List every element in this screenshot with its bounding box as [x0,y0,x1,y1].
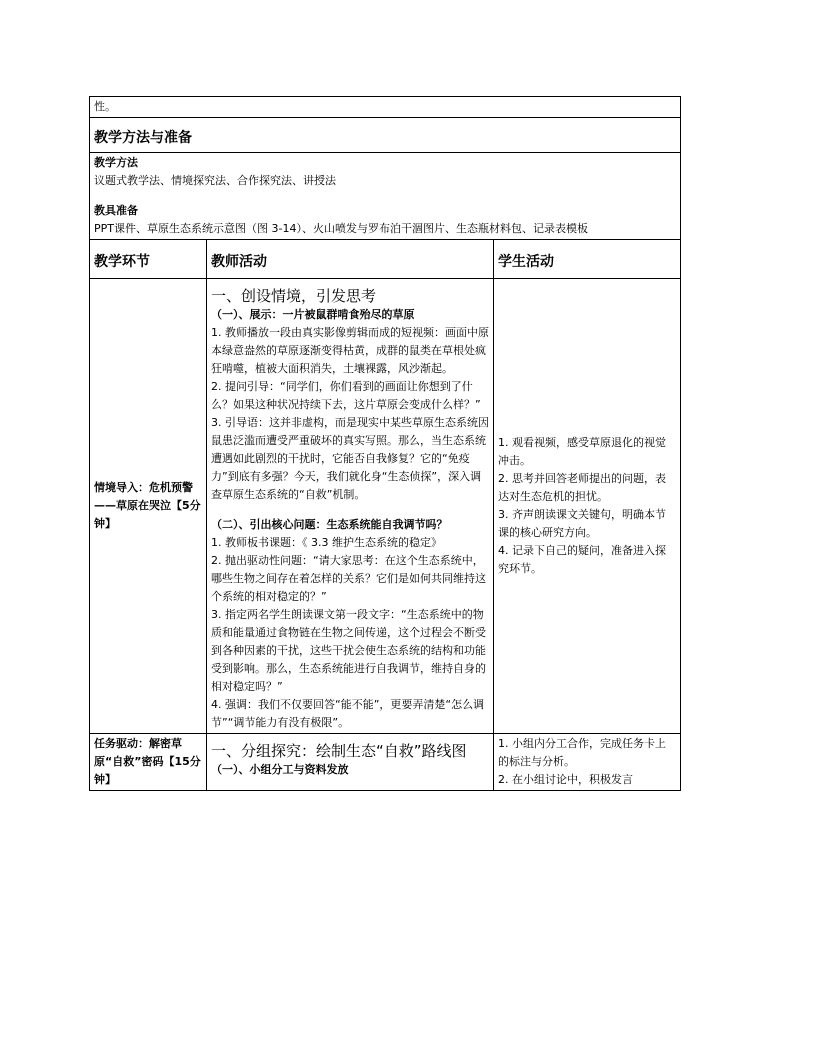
row1-student-item: 1. 观看视频，感受草原退化的视觉冲击。 [498,436,666,467]
row1-part2-item: 2. 抛出驱动性问题：“请大家思考：在这个生态系统中，哪些生物之间存在着怎样的关系？它们是如何共同维持这个系统的相对稳定的？” [211,554,486,603]
tools-text: PPT课件、草原生态系统示意图（图 3-14）、火山喷发与罗布泊干涸图片、生态瓶材料包、记录表模板 [94,222,588,235]
stage-cell-2: 任务驱动：解密草原“自救”密码【15分钟】 [90,734,207,791]
header-teacher: 教师活动 [207,240,494,279]
row1-part2-item: 3. 指定两名学生朗读课文第一段文字：“生态系统中的物质和能量通过食物链在生物之间传递，这个过程会不断受到各种因素的干扰，这些干扰会使生态系统的结构和功能受到影响。那么，生态系统能进行自我调节，维持自身的相对稳定吗？” [211,608,486,693]
top-fragment: 性。 [90,97,681,118]
row1-part1-heading: （一）、展示：一片被鼠群啃食殆尽的草原 [211,308,415,321]
row1-part2-item: 1. 教师板书课题：《 3.3 维护生态系统的稳定》 [211,536,442,549]
table-row [90,734,681,791]
row1-part1-item: 3. 引导语：这并非虚构，而是现实中某些草原生态系统因鼠患泛滥而遭受严重破坏的真实写照。那么，当生态系统遭遇如此剧烈的干扰时，它能否自我修复？它的“免疫力”到底有多强？今天，我们就化身“生态侦探”，深入调查草原生态系统的“自救”机制。 [211,416,489,501]
methods-label: 教学方法 [94,156,138,169]
row1-student-item: 2. 思考并回答老师提出的问题，表达对生态危机的担忧。 [498,472,666,503]
teacher-cell-1 [207,279,494,734]
student-cell-2 [494,734,681,791]
method-content-row [90,153,681,240]
row1-part1-item: 1. 教师播放一段由真实影像剪辑而成的短视频：画面中原本绿意盎然的草原逐渐变得枯黄，成群的鼠类在草根处疯狂啃噬，植被大面积消失，土壤裸露，风沙渐起。 [211,326,489,375]
method-heading-row [90,118,681,153]
table-header-row [90,240,681,279]
row2-teacher-title: 一、分组探究：绘制生态“自救”路线图 [211,742,467,760]
student-cell-1 [494,279,681,734]
table-row [90,279,681,734]
method-heading: 教学方法与准备 [90,118,681,153]
top-fragment-row [90,97,681,118]
row1-part2-heading: （二）、引出核心问题：生态系统能自我调节吗？ [211,518,448,531]
row1-teacher-title: 一、创设情境，引发思考 [211,287,377,305]
header-student: 学生活动 [494,240,681,279]
stage-cell-1: 情境导入：危机预警——草原在哭泣【5分钟】 [90,279,207,734]
method-content [90,153,681,240]
tools-label: 教具准备 [94,204,138,217]
methods-text: 议题式教学法、情境探究法、合作探究法、讲授法 [94,174,336,187]
row1-part2-item: 4. 强调：我们不仅要回答“能不能”，更要弄清楚“怎么调节”“调节能力有没有极限”。 [211,698,485,729]
row1-student-item: 3. 齐声朗读课文关键句，明确本节课的核心研究方向。 [498,508,666,539]
lesson-plan-table [89,96,681,791]
row1-student-item: 4. 记录下自己的疑问，准备进入探究环节。 [498,544,666,575]
row2-part1-heading: （一）、小组分工与资料发放 [211,763,349,776]
header-stage: 教学环节 [90,240,207,279]
teacher-cell-2 [207,734,494,791]
row2-student-item: 1. 小组内分工合作，完成任务卡上的标注与分析。 [498,737,666,768]
row2-student-item: 2. 在小组讨论中，积极发言 [498,773,633,786]
row1-part1-item: 2. 提问引导：“同学们，你们看到的画面让你想到了什么？如果这种状况持续下去，这片草原会变成什么样？” [211,380,481,411]
lesson-plan-page [89,96,680,791]
